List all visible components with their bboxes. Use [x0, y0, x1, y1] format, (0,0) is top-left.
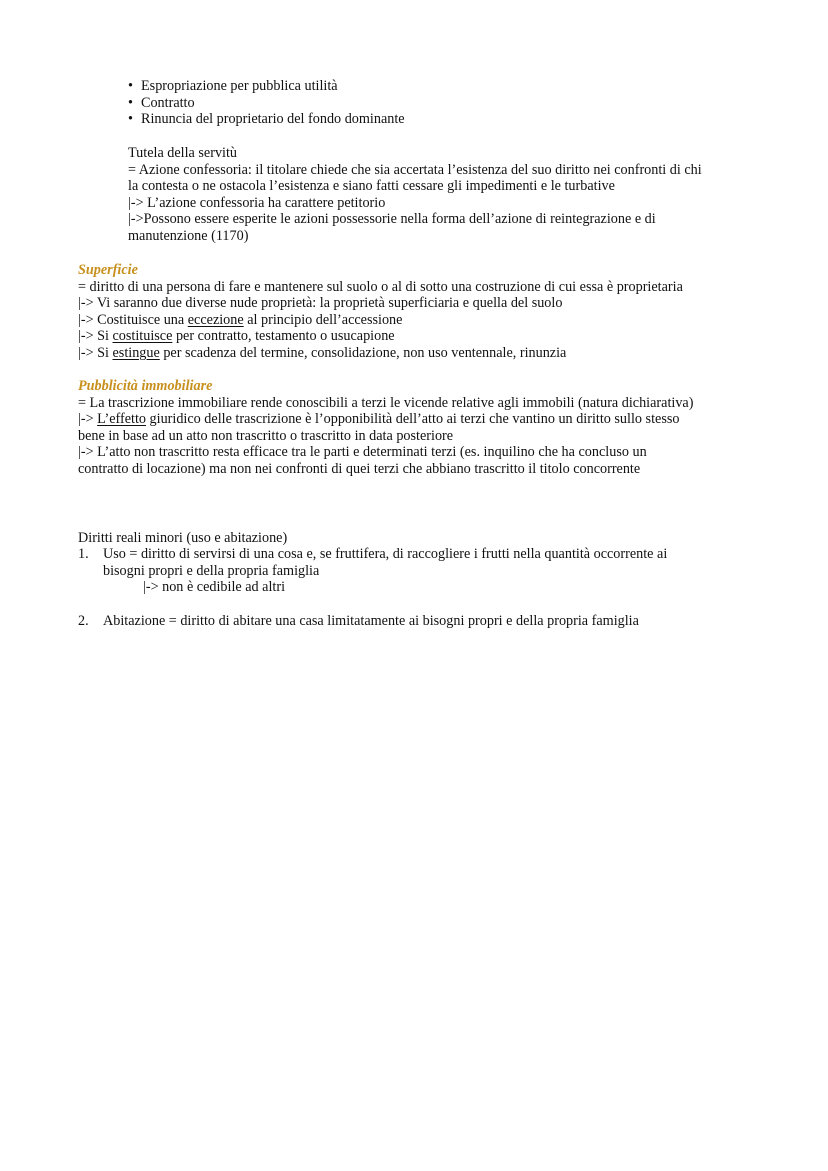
- superficie-line: |-> Si estingue per scadenza del termine, consolidazione, non uso ventennale, rinunzia: [78, 344, 567, 361]
- pubblicita-line: |-> L’atto non trascritto resta efficace tra le parti e determinati terzi (es. inquilino che ha concluso un: [78, 444, 647, 461]
- diritti-title: Diritti reali minori (uso e abitazione): [78, 530, 288, 546]
- superficie-heading: Superficie: [78, 262, 138, 278]
- list-item: • Rinuncia del proprietario del fondo dominante: [128, 111, 405, 128]
- superficie-line: |-> Si costituisce per contratto, testamento o usucapione: [78, 328, 395, 345]
- bullet-list: [128, 78, 405, 128]
- tutela-line: |-> L’azione confessoria ha carattere petitorio: [128, 194, 386, 211]
- superficie-section: [78, 262, 683, 362]
- pubblicita-section: [78, 378, 693, 478]
- item-number: 2.: [78, 613, 89, 629]
- pubblicita-line: |-> L’effetto giuridico delle trascrizione è l’opponibilità dell’atto ai terzi che vantino un diritto sullo stesso: [78, 411, 680, 428]
- numbered-list: [78, 546, 778, 596]
- pubblicita-line: = La trascrizione immobiliare rende conoscibili a terzi le vicende relative agli immobili (natura dichiarativa): [78, 394, 694, 411]
- list-item: 1. Uso = diritto di servirsi di una cosa e, se fruttifera, di raccogliere i frutti nella quantità occorrente ai bisogni propri e della propria famiglia |-> non è cedibile ad altri: [78, 546, 668, 596]
- tutela-line: manutenzione (1170): [128, 227, 249, 244]
- pubblicita-line: bene in base ad un atto non trascritto o trascritto in data posteriore: [78, 427, 454, 444]
- numbered-list: [78, 613, 778, 630]
- diritti-section: [78, 530, 287, 547]
- underlined-term: eccezione: [187, 311, 244, 328]
- tutela-line: = Azione confessoria: il titolare chiede che sia accertata l’esistenza del suo diritto nei confronti di chi: [128, 161, 702, 178]
- underlined-term: L’effetto: [97, 411, 146, 428]
- superficie-line: |-> Costituisce una eccezione al principio dell’accessione: [78, 311, 403, 328]
- underlined-term: estingue: [112, 344, 160, 361]
- item-number: 1.: [78, 546, 89, 562]
- superficie-line: |-> Vi saranno due diverse nude proprietà: la proprietà superficiaria e quella del suolo: [78, 295, 563, 312]
- pubblicita-heading: Pubblicità immobiliare: [78, 378, 213, 394]
- tutela-line: la contesta o ne ostacola l’esistenza e siano fatti cessare gli impedimenti e le turbative: [128, 178, 615, 195]
- underlined-term: costituisce: [112, 328, 173, 345]
- bullet-icon: •: [128, 111, 133, 128]
- superficie-line: = diritto di una persona di fare e mantenere sul suolo o al di sotto una costruzione di cui essa è proprietaria: [78, 278, 683, 295]
- list-item: • Espropriazione per pubblica utilità: [128, 78, 338, 94]
- pubblicita-line: contratto di locazione) ma non nei confronti di quei terzi che abbiano trascritto il titolo concorrente: [78, 460, 641, 477]
- bullet-icon: •: [128, 94, 133, 111]
- list-item: 2. Abitazione = diritto di abitare una casa limitatamente ai bisogni propri e della propria famiglia: [78, 613, 639, 629]
- tutela-title: Tutela della servitù: [128, 145, 238, 161]
- list-item: • Contratto: [128, 94, 195, 111]
- bullet-icon: •: [128, 78, 133, 94]
- tutela-section: [128, 145, 702, 245]
- tutela-line: |->Possono essere esperite le azioni possessorie nella forma dell’azione di reintegrazione e di: [128, 211, 656, 228]
